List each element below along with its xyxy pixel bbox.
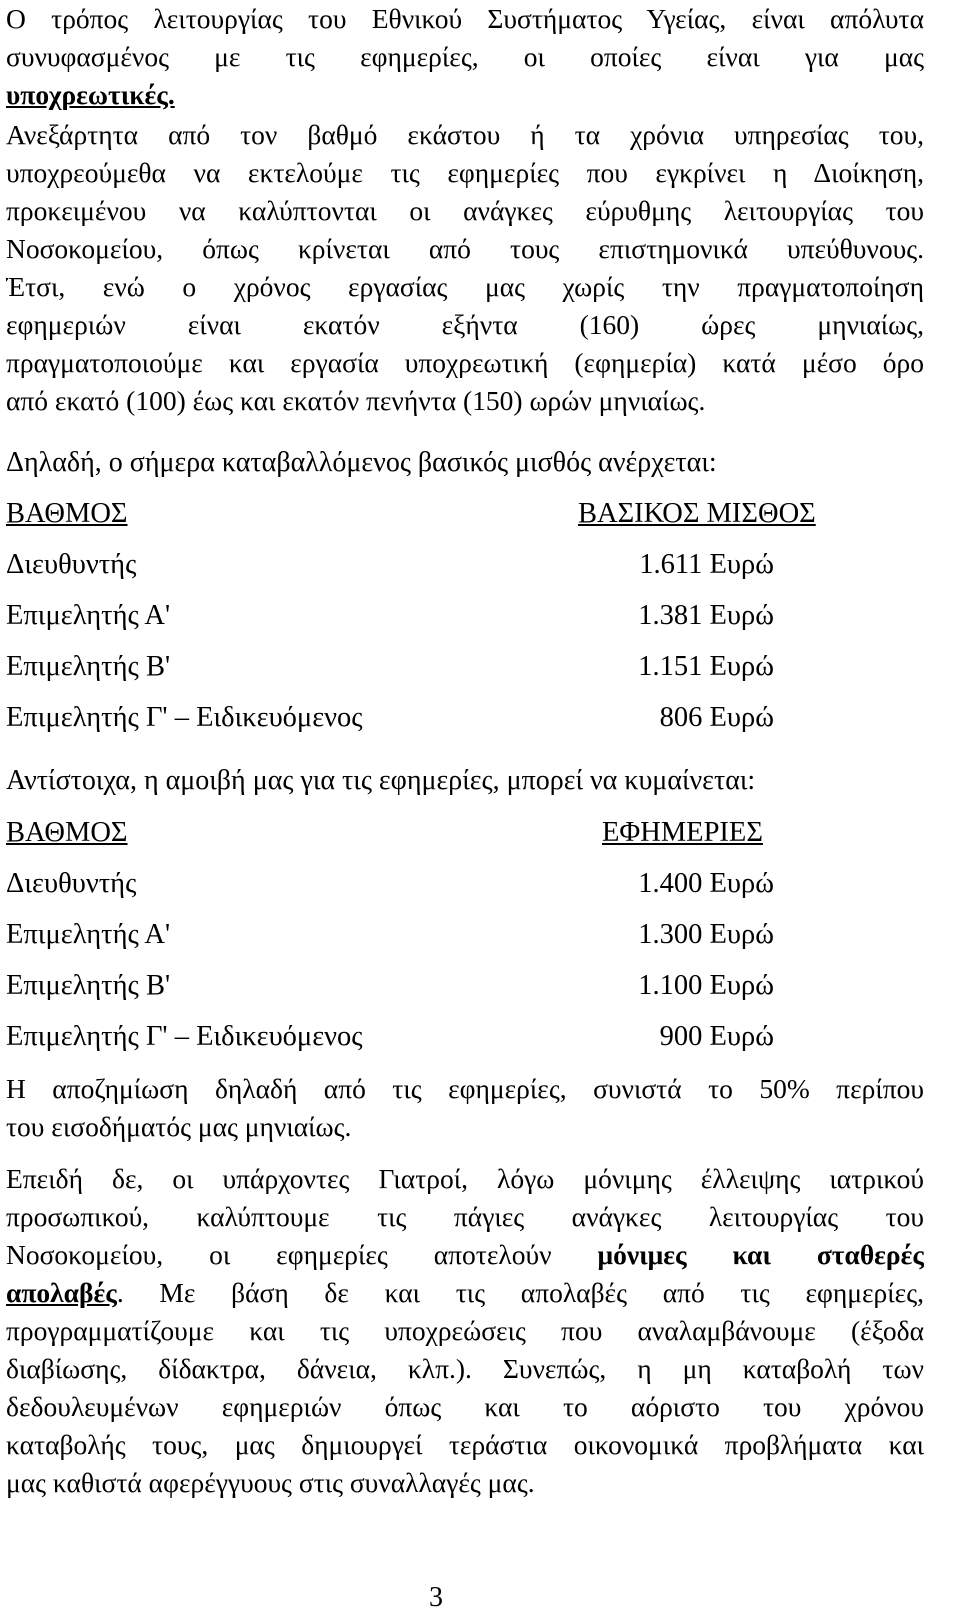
amount-cell: 1.151 Ευρώ	[638, 651, 774, 682]
amount-cell: 1.611 Ευρώ	[639, 549, 774, 580]
rank-column-header: ΒΑΘΜΟΣ	[6, 817, 128, 848]
table-header-row	[6, 494, 924, 534]
salary-intro: Δηλαδή, ο σήμερα καταβαλλόμενος βασικός μισθός ανέρχεται:	[6, 447, 717, 478]
text-line	[6, 1236, 924, 1274]
text-line: πραγματοποιούμε και εργασία υποχρεωτική (εφημερία) κατά μέσο όρο	[6, 347, 924, 378]
text-line: Επειδή δε, οι υπάρχοντες Γιατροί, λόγω μόνιμης έλλειψης ιατρικού	[6, 1163, 924, 1194]
rank-column-header: ΒΑΘΜΟΣ	[6, 498, 128, 529]
table-row	[6, 1017, 924, 1057]
rank-cell: Επιμελητής Α'	[6, 600, 171, 631]
page-number: 3	[429, 1582, 443, 1613]
text-line: Ο τρόπος λειτουργίας του Εθνικού Συστήματος Υγείας, είναι απόλυτα	[6, 3, 924, 34]
text-line: δεδουλευμένων εφημεριών όπως και το αόριστο του χρόνου	[6, 1391, 924, 1422]
amount-cell: 806 Ευρώ	[659, 702, 774, 733]
rank-cell: Επιμελητής Β'	[6, 970, 171, 1001]
text-segment: . Με βάση δε και τις απολαβές από τις εφημερίες,	[116, 1277, 924, 1308]
bold-text: μόνιμες και σταθερές	[597, 1239, 924, 1270]
table-row	[6, 698, 924, 738]
rank-cell: Διευθυντής	[6, 549, 137, 580]
table-row	[6, 864, 924, 904]
amount-cell: 1.400 Ευρώ	[638, 868, 774, 899]
table-row	[6, 966, 924, 1006]
text-line: προκειμένου να καλύπτονται οι ανάγκες εύρυθμης λειτουργίας του	[6, 195, 924, 226]
text-line: υποχρεούμεθα να εκτελούμε τις εφημερίες που εγκρίνει η Διοίκηση,	[6, 157, 924, 188]
text-segment: Νοσοκομείου, οι εφημερίες αποτελούν	[6, 1239, 552, 1270]
table-header-row	[6, 813, 924, 853]
text-line	[6, 76, 924, 114]
rank-cell: Επιμελητής Γ' – Ειδικευόμενος	[6, 1021, 363, 1052]
compensation-paragraph	[6, 1070, 924, 1146]
final-paragraph	[6, 1160, 924, 1502]
amount-cell: 1.381 Ευρώ	[638, 600, 774, 631]
emphasis-text: υποχρεωτικές.	[6, 79, 175, 110]
table-row	[6, 915, 924, 955]
working-hours-paragraph	[6, 116, 924, 420]
text-line: διαβίωσης, δίδακτρα, δάνεια, κλπ.). Συνεπώς, η μη καταβολή των	[6, 1353, 924, 1384]
text-line: εφημεριών είναι εκατόν εξήντα (160) ώρες μηνιαίως,	[6, 309, 924, 340]
text-line: Η αποζημίωση δηλαδή από τις εφημερίες, συνιστά το 50% περίπου	[6, 1073, 924, 1104]
text-line: Ανεξάρτητα από τον βαθμό εκάστου ή τα χρόνια υπηρεσίας του,	[6, 119, 924, 150]
intro-paragraph	[6, 0, 924, 114]
text-line: καταβολής τους, μας δημιουργεί τεράστια οικονομικά προβλήματα και	[6, 1429, 924, 1460]
text-line: από εκατό (100) έως και εκατόν πενήντα (150) ωρών μηνιαίως.	[6, 385, 706, 416]
text-line: μας καθιστά αφερέγγυους στις συναλλαγές μας.	[6, 1467, 535, 1498]
text-line	[6, 1274, 924, 1312]
text-line: Έτσι, ενώ ο χρόνος εργασίας μας χωρίς την πραγματοποίηση	[6, 271, 924, 302]
table-row	[6, 545, 924, 585]
text-line: του εισοδήματός μας μηνιαίως.	[6, 1111, 352, 1142]
oncall-column-header: ΕΦΗΜΕΡΙΕΣ	[602, 817, 763, 848]
rank-cell: Επιμελητής Β'	[6, 651, 171, 682]
amount-cell: 1.300 Ευρώ	[638, 919, 774, 950]
amount-cell: 1.100 Ευρώ	[638, 970, 774, 1001]
rank-cell: Επιμελητής Γ' – Ειδικευόμενος	[6, 702, 363, 733]
text-line: προγραμματίζουμε και τις υποχρεώσεις που αναλαμβάνουμε (έξοδα	[6, 1315, 924, 1346]
text-line: Νοσοκομείου, όπως κρίνεται από τους επιστημονικά υπεύθυνους.	[6, 233, 924, 264]
rank-cell: Επιμελητής Α'	[6, 919, 171, 950]
text-line: συνυφασμένος με τις εφημερίες, οι οποίες είναι για μας	[6, 41, 924, 72]
emphasis-text: απολαβές	[6, 1277, 117, 1308]
table-row	[6, 596, 924, 636]
text-line: προσωπικού, καλύπτουμε τις πάγιες ανάγκες λειτουργίας του	[6, 1201, 924, 1232]
rank-cell: Διευθυντής	[6, 868, 137, 899]
salary-column-header: ΒΑΣΙΚΟΣ ΜΙΣΘΟΣ	[578, 498, 816, 529]
amount-cell: 900 Ευρώ	[659, 1021, 774, 1052]
table-row	[6, 647, 924, 687]
oncall-intro: Αντίστοιχα, η αμοιβή μας για τις εφημερίες, μπορεί να κυμαίνεται:	[6, 765, 756, 796]
